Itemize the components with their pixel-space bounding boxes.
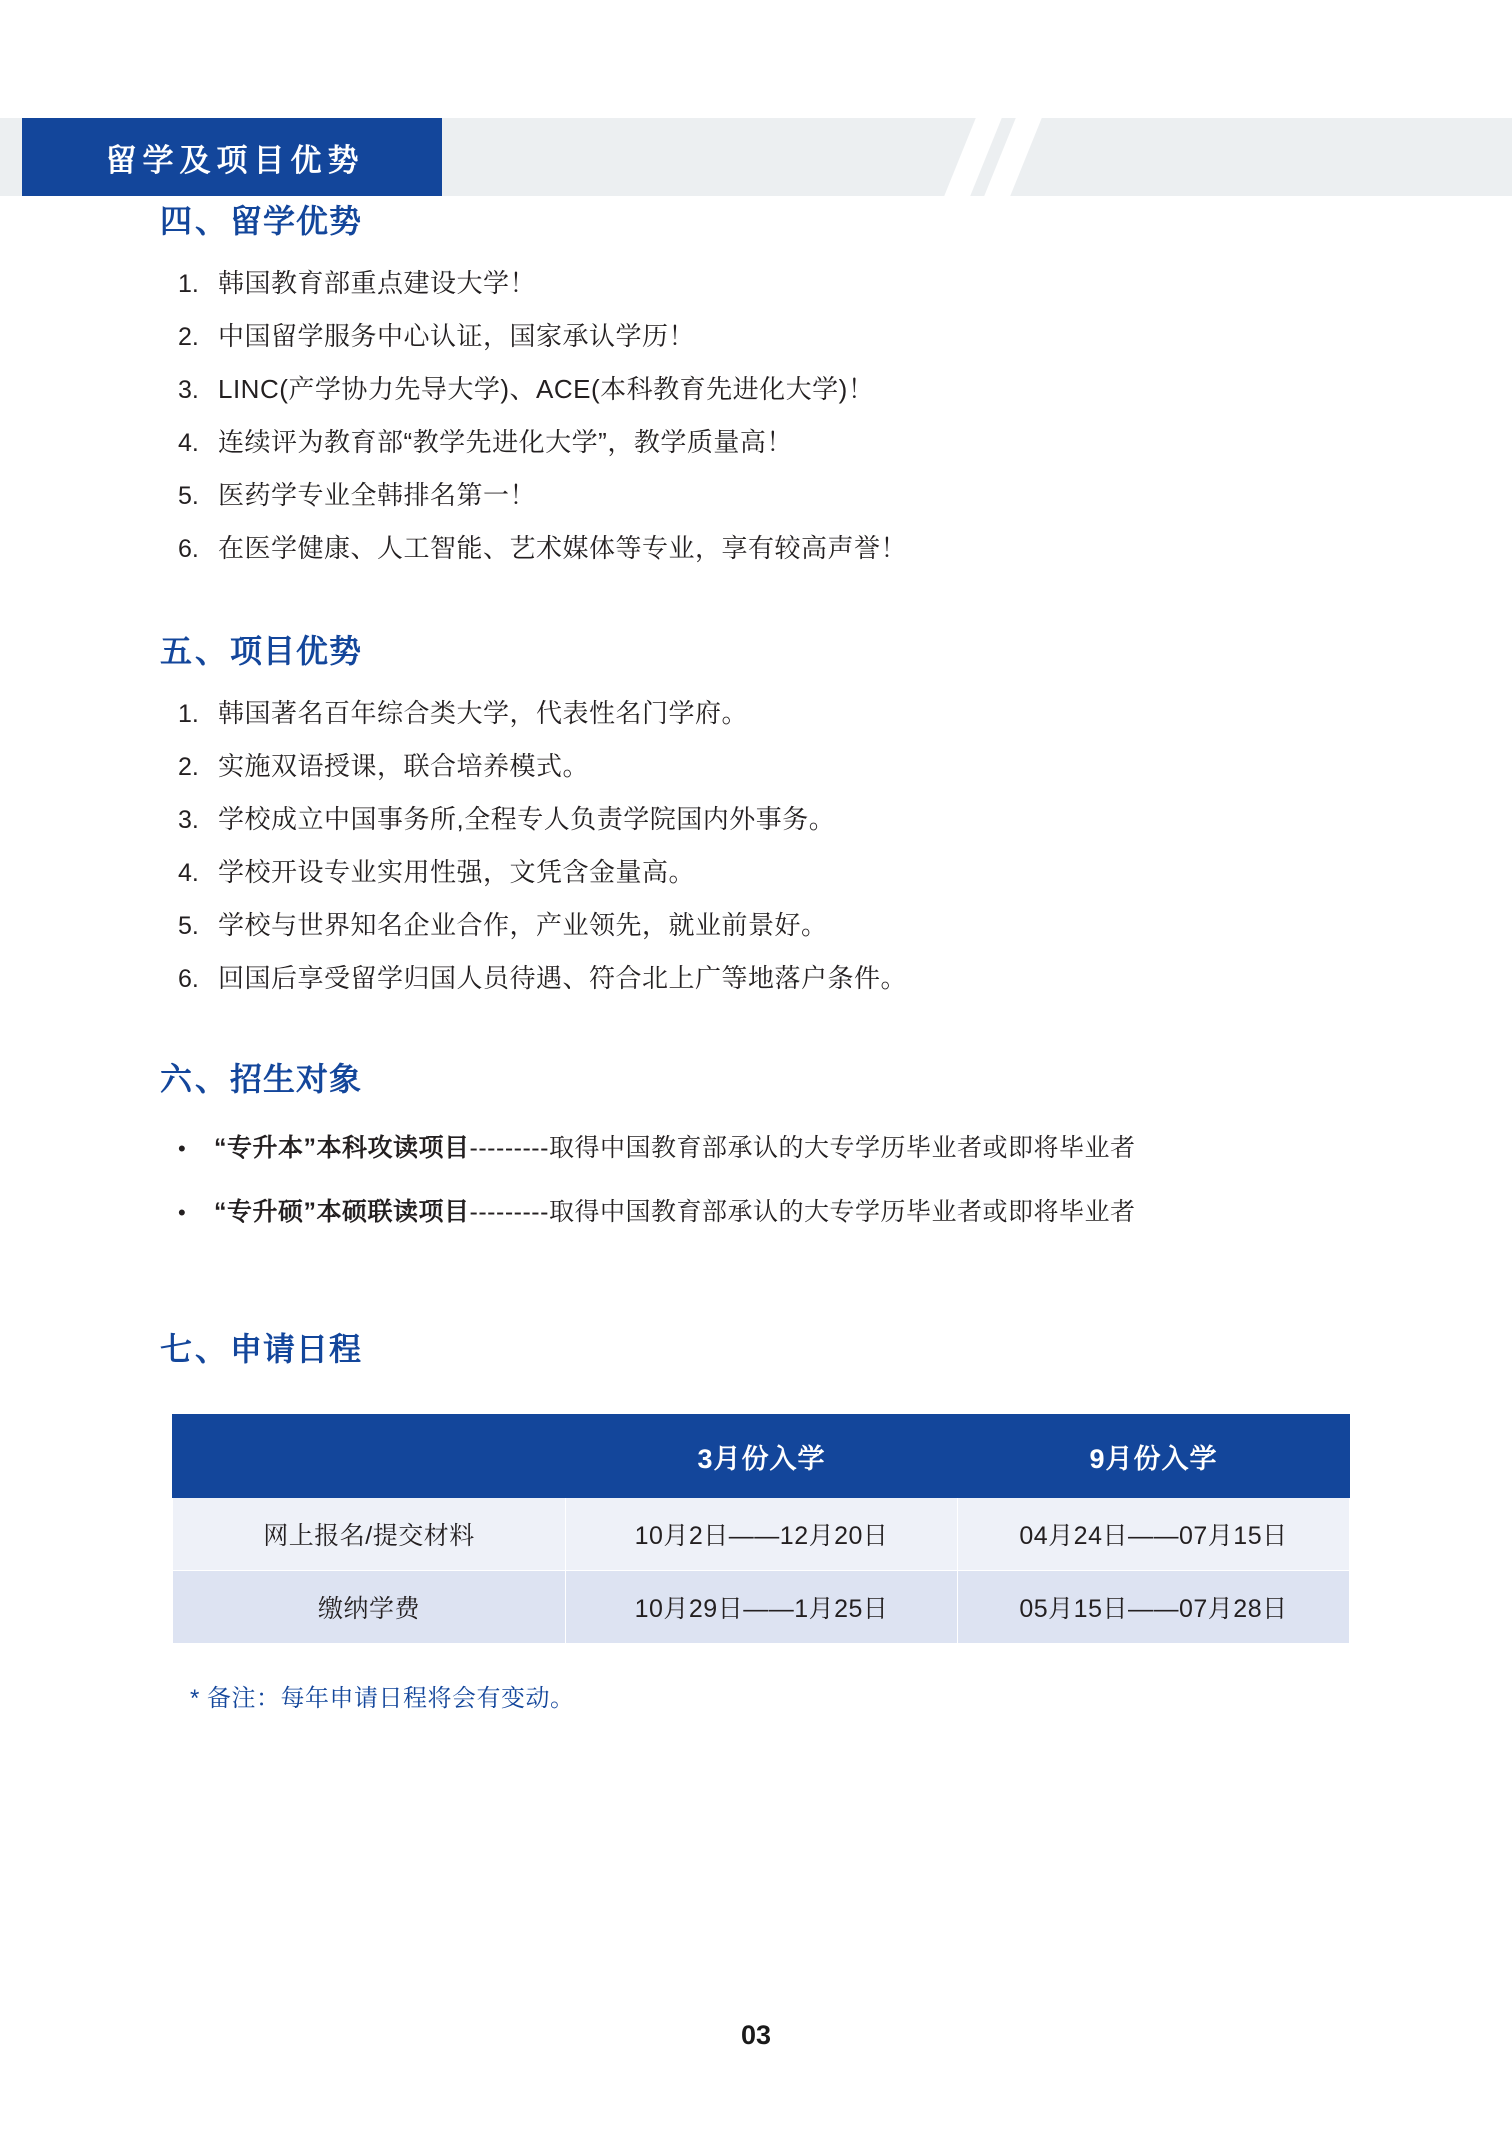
list-item-text: 学校成立中国事务所,全程专人负责学院国内外事务。	[218, 804, 836, 834]
section-program-advantages	[0, 626, 1512, 992]
list-index: 2.	[178, 753, 199, 781]
list-item-text: 回国后享受留学归国人员待遇、符合北上广等地落户条件。	[218, 963, 908, 993]
list-index: 3.	[178, 806, 199, 834]
admission-item-title: “专升硕”本硕联读项目	[214, 1198, 470, 1226]
table-cell-september: 04月24日——07月15日	[958, 1498, 1350, 1571]
page-content	[0, 196, 1512, 1713]
list-item-text: 学校开设专业实用性强，文凭含金量高。	[218, 857, 696, 887]
table-header-cell-blank	[173, 1415, 566, 1498]
schedule-table-wrapper	[172, 1414, 1340, 1644]
table-header-row	[173, 1415, 1350, 1498]
list-item-text: 韩国教育部重点建设大学！	[218, 268, 537, 298]
list-item-text: 学校与世界知名企业合作，产业领先，就业前景好。	[218, 910, 828, 940]
list-index: 4.	[178, 859, 199, 887]
list-item	[178, 270, 1512, 297]
list-item	[178, 376, 1512, 403]
section-title: 招生对象	[230, 1061, 363, 1097]
list-index: 4.	[178, 429, 199, 457]
table-row	[173, 1498, 1350, 1571]
list-index: 1.	[178, 700, 199, 728]
list-item-text: 医药学专业全韩排名第一！	[218, 480, 537, 510]
section-title: 申请日程	[230, 1331, 363, 1367]
table-cell-september: 05月15日——07月28日	[958, 1571, 1350, 1644]
admission-item-detail: ---------取得中国教育部承认的大专学历毕业者或即将毕业者	[469, 1134, 1136, 1162]
admission-item	[214, 1192, 1135, 1228]
table-cell-label: 网上报名/提交材料	[173, 1498, 566, 1571]
section-study-advantages	[0, 196, 1512, 562]
list-index: 3.	[178, 376, 199, 404]
list-item	[178, 482, 1512, 509]
list-item-text: 实施双语授课，联合培养模式。	[218, 751, 590, 781]
page-number: 03	[740, 2020, 772, 2050]
list-index: 5.	[178, 482, 199, 510]
admission-item-detail: ---------取得中国教育部承认的大专学历毕业者或即将毕业者	[469, 1198, 1136, 1226]
section-application-schedule	[0, 1324, 1512, 1713]
section-number: 五、	[160, 633, 231, 669]
list-item-text: 中国留学服务中心认证，国家承认学历！	[218, 321, 696, 351]
program-advantages-list	[0, 700, 1512, 992]
list-item	[178, 965, 1512, 992]
list-index: 6.	[178, 535, 199, 563]
list-item	[178, 1192, 1512, 1228]
admission-targets-list	[0, 1128, 1512, 1228]
header-tab	[22, 118, 442, 196]
list-item	[178, 912, 1512, 939]
list-index: 2.	[178, 323, 199, 351]
list-item	[178, 1128, 1512, 1164]
schedule-note: * 备注：每年申请日程将会有变动。	[190, 1685, 575, 1712]
header-tab-label: 留学及项目优势	[105, 142, 365, 178]
table-cell-march: 10月2日——12月20日	[566, 1498, 958, 1571]
list-item	[178, 323, 1512, 350]
table-row	[173, 1571, 1350, 1644]
section-number: 四、	[160, 203, 231, 239]
study-advantages-list	[0, 270, 1512, 562]
list-item-text: 韩国著名百年综合类大学，代表性名门学府。	[218, 698, 749, 728]
list-item	[178, 859, 1512, 886]
list-item	[178, 535, 1512, 562]
section-number: 七、	[160, 1331, 231, 1367]
list-item	[178, 429, 1512, 456]
section-number: 六、	[160, 1061, 231, 1097]
list-item	[178, 700, 1512, 727]
section-heading	[160, 1054, 1512, 1100]
section-heading	[160, 196, 1512, 242]
section-heading	[160, 626, 1512, 672]
list-item	[178, 806, 1512, 833]
section-admission-targets	[0, 1054, 1512, 1228]
admission-item-title: “专升本”本科攻读项目	[214, 1134, 470, 1162]
section-heading	[160, 1324, 1512, 1370]
list-index: 1.	[178, 270, 199, 298]
schedule-table	[172, 1414, 1350, 1644]
admission-item	[214, 1128, 1135, 1164]
table-header-cell-march: 3月份入学	[566, 1415, 958, 1498]
table-cell-march: 10月29日——1月25日	[566, 1571, 958, 1644]
list-item-text: 在医学健康、人工智能、艺术媒体等专业，享有较高声誉！	[218, 533, 908, 563]
section-title: 留学优势	[230, 203, 363, 239]
list-item-text: 连续评为教育部“教学先进化大学”，教学质量高！	[218, 427, 793, 457]
list-item-text: LINC(产学协力先导大学)、ACE(本科教育先进化大学)！	[218, 374, 875, 404]
bullet-icon: •	[178, 1200, 187, 1225]
list-index: 5.	[178, 912, 199, 940]
table-cell-label: 缴纳学费	[173, 1571, 566, 1644]
table-header-cell-september: 9月份入学	[958, 1415, 1350, 1498]
page-header	[0, 118, 1512, 196]
list-item	[178, 753, 1512, 780]
section-title: 项目优势	[230, 633, 363, 669]
list-index: 6.	[178, 965, 199, 993]
bullet-icon: •	[178, 1136, 187, 1161]
